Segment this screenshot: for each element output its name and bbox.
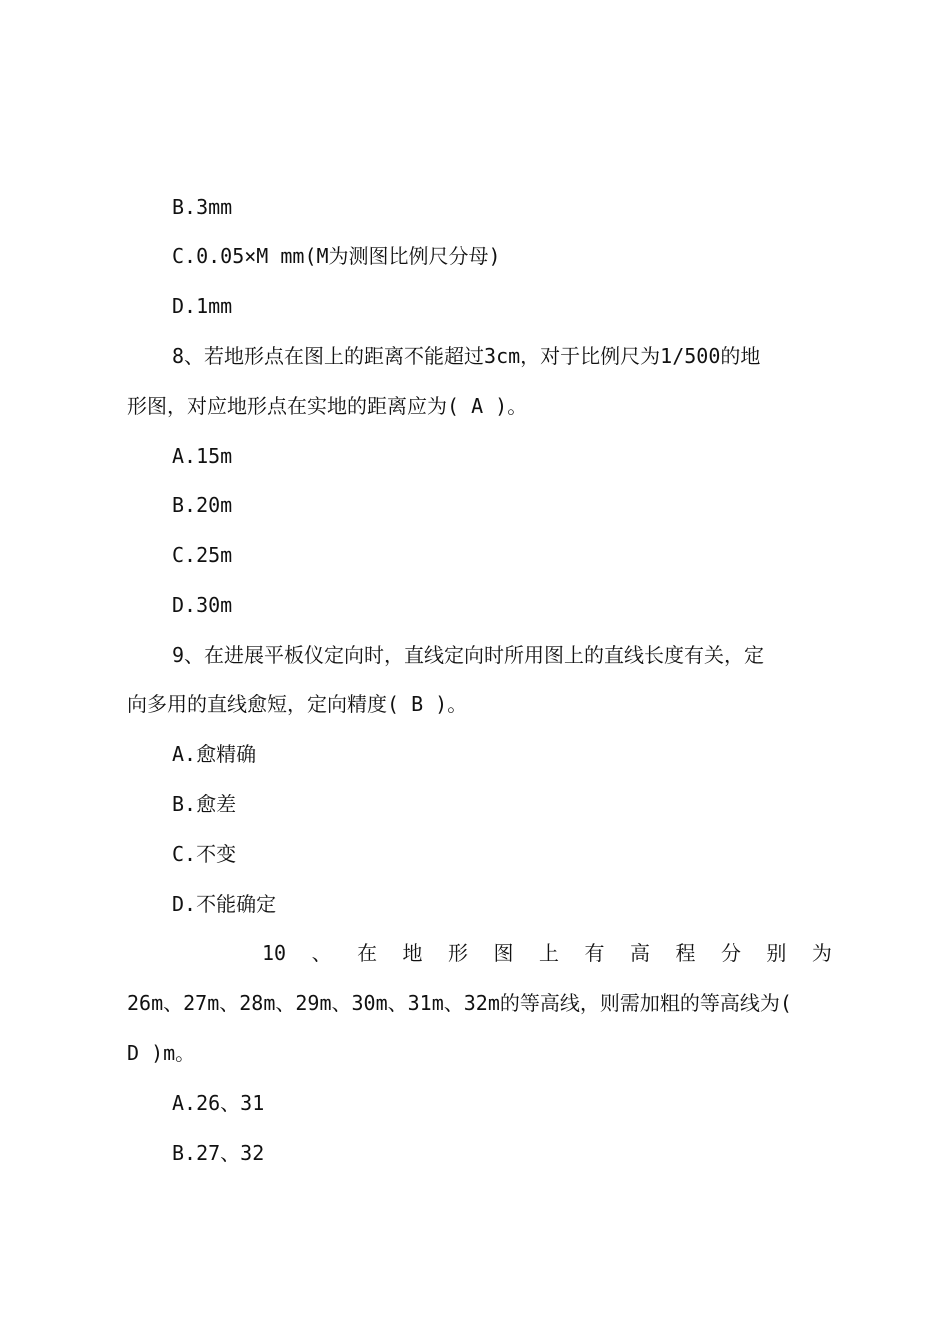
question-9-line-1: 9、在进展平板仪定向时，直线定向时所用图上的直线长度有关，定 (172, 643, 765, 667)
option-a-q9: A.愈精确 (172, 742, 257, 766)
option-d-q8: D.30m (172, 593, 233, 617)
q10-word: 上 (539, 941, 559, 965)
q10-word: 有 (584, 941, 605, 965)
question-10-line-3: D )m。 (127, 1041, 196, 1065)
q10-word: 分 (720, 941, 741, 965)
option-b-q7: B.3mm (172, 195, 233, 219)
question-10-line-1 (262, 943, 832, 963)
q10-word: 形 (448, 941, 469, 965)
option-b-q8: B.20m (172, 493, 233, 517)
q10-word: 地 (402, 941, 423, 965)
option-a-q8: A.15m (172, 444, 233, 468)
option-d-q9: D.不能确定 (172, 892, 277, 916)
option-d-q7: D.1mm (172, 294, 233, 318)
question-8-line-2: 形图，对应地形点在实地的距离应为( A )。 (127, 394, 528, 418)
option-c-q7: C.0.05×M mm(M为测图比例尺分母) (172, 244, 501, 268)
option-b-q10: B.27、32 (172, 1141, 265, 1165)
question-10-line-2: 26m、27m、28m、29m、30m、31m、32m的等高线，则需加粗的等高线为( (127, 991, 792, 1015)
q10-word: 高 (629, 941, 650, 965)
q10-word: 10 (262, 941, 287, 965)
question-8-line-1: 8、若地形点在图上的距离不能超过3cm，对于比例尺为1/500的地 (172, 344, 761, 368)
q10-word: 在 (357, 941, 378, 965)
option-a-q10: A.26、31 (172, 1091, 265, 1115)
option-c-q9: C.不变 (172, 842, 237, 866)
q10-word: 别 (766, 941, 787, 965)
q10-word: 图 (493, 941, 514, 965)
option-c-q8: C.25m (172, 543, 233, 567)
q10-word: 为 (811, 941, 832, 965)
q10-word: 、 (311, 941, 332, 965)
question-9-line-2: 向多用的直线愈短，定向精度( B )。 (127, 692, 468, 716)
q10-word: 程 (675, 941, 696, 965)
option-b-q9: B.愈差 (172, 792, 237, 816)
